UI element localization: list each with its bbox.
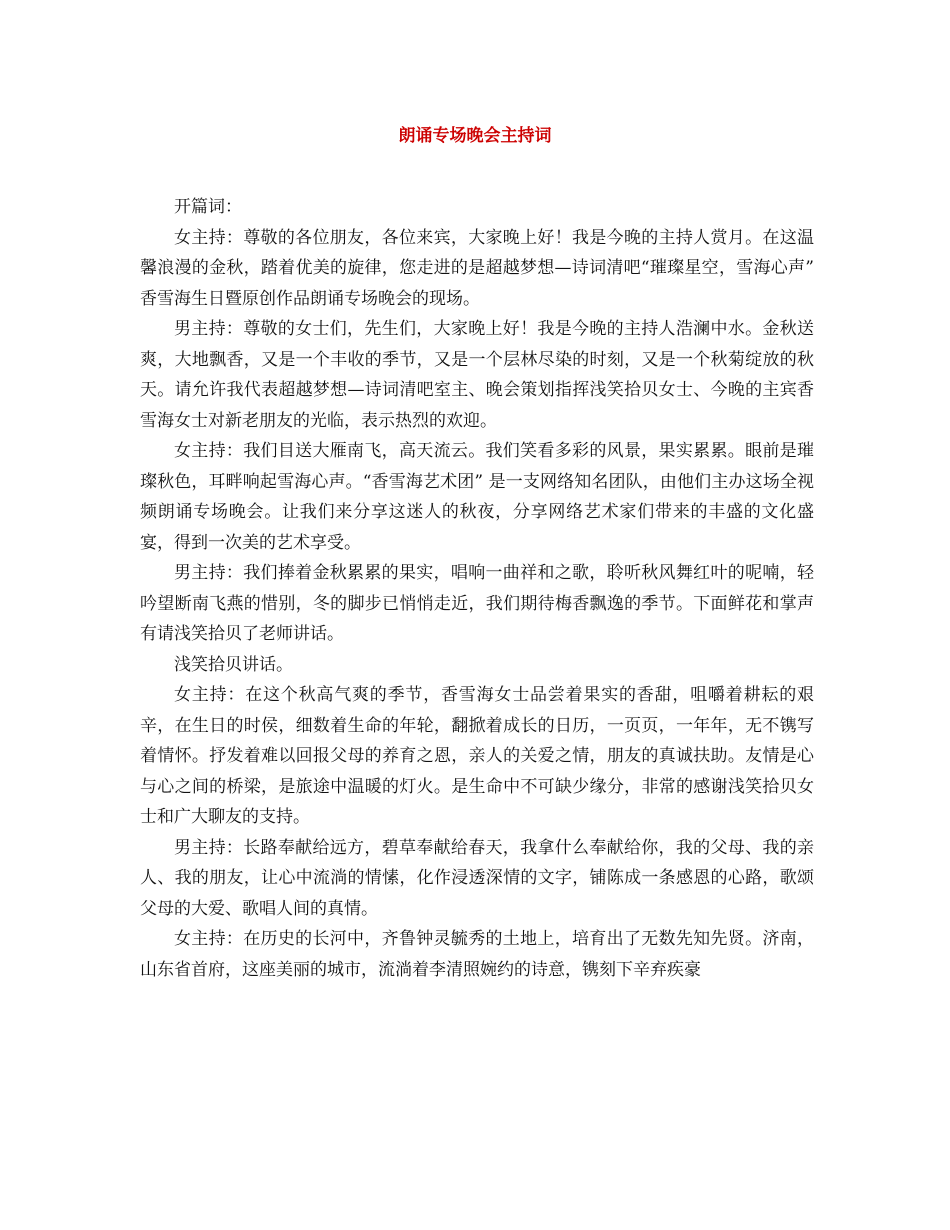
paragraph-male-host-3: 男主持：长路奉献给远方，碧草奉献给春天，我拿什么奉献给你，我的父母、我的亲人、我的朋友，让心中流淌的情愫，化作浸透深情的文字，铺陈成一条感恩的心路，歌颂父母的大爱、歌唱人间的真情。 (140, 837, 814, 919)
paragraph-female-host-3: 女主持：在这个秋高气爽的季节，香雪海女士品尝着果实的香甜，咀嚼着耕耘的艰辛，在生日的时侯，细数着生命的年轮，翻掀着成长的日历，一页页，一年年，无不镌写着情怀。抒发着难以回报父母的养育之恩，亲人的关爱之情，朋友的真诚扶助。友情是心与心之间的桥梁，是旅途中温暖的灯火。是生命中不可缺少缘分，非常的感谢浅笑拾贝女士和广大聊友的支持。 (140, 685, 814, 827)
paragraph-female-host-2: 女主持：我们目送大雁南飞，高天流云。我们笑看多彩的风景，果实累累。眼前是璀璨秋色，耳畔响起雪海心声。“香雪海艺术团” 是一支网络知名团队，由他们主办这场全视频朗诵专场晚会。让我们来分享这迷人的秋夜，分享网络艺术家们带来的丰盛的文化盛宴，得到一次美的艺术享受。 (140, 441, 814, 553)
paragraph-female-host-4: 女主持：在历史的长河中，齐鲁钟灵毓秀的土地上，培育出了无数先知先贤。济南，山东省首府，这座美丽的城市，流淌着李清照婉约的诗意，镌刻下辛弃疾豪 (140, 929, 814, 980)
document-title: 朗诵专场晚会主持词 (398, 126, 552, 146)
paragraph-male-host-1: 男主持：尊敬的女士们，先生们，大家晚上好！我是今晚的主持人浩澜中水。金秋送爽，大地飘香，又是一个丰收的季节，又是一个层林尽染的时刻，又是一个秋菊绽放的秋天。请允许我代表超越梦想—诗词清吧室主、晚会策划指挥浅笑拾贝女士、今晚的主宾香雪海女士对新老朋友的光临，表示热烈的欢迎。 (140, 319, 814, 431)
paragraph-female-host-1: 女主持：尊敬的各位朋友，各位来宾，大家晚上好！我是今晚的主持人赏月。在这温馨浪漫的金秋，踏着优美的旋律，您走进的是超越梦想—诗词清吧“璀璨星空，雪海心声” 香雪海生日暨原创作品朗诵专场晚会的现场。 (140, 227, 814, 309)
paragraph-opening-label: 开篇词： (174, 197, 242, 217)
document-body (140, 192, 814, 985)
paragraph-male-host-2: 男主持：我们捧着金秋累累的果实，唱响一曲祥和之歌，聆听秋风舞红叶的呢喃，轻吟望断南飞燕的惜别，冬的脚步已悄悄走近，我们期待梅香飘逸的季节。下面鲜花和掌声有请浅笑拾贝了老师讲话。 (140, 563, 814, 644)
paragraph-speech-note: 浅笑拾贝讲话。 (174, 654, 293, 675)
